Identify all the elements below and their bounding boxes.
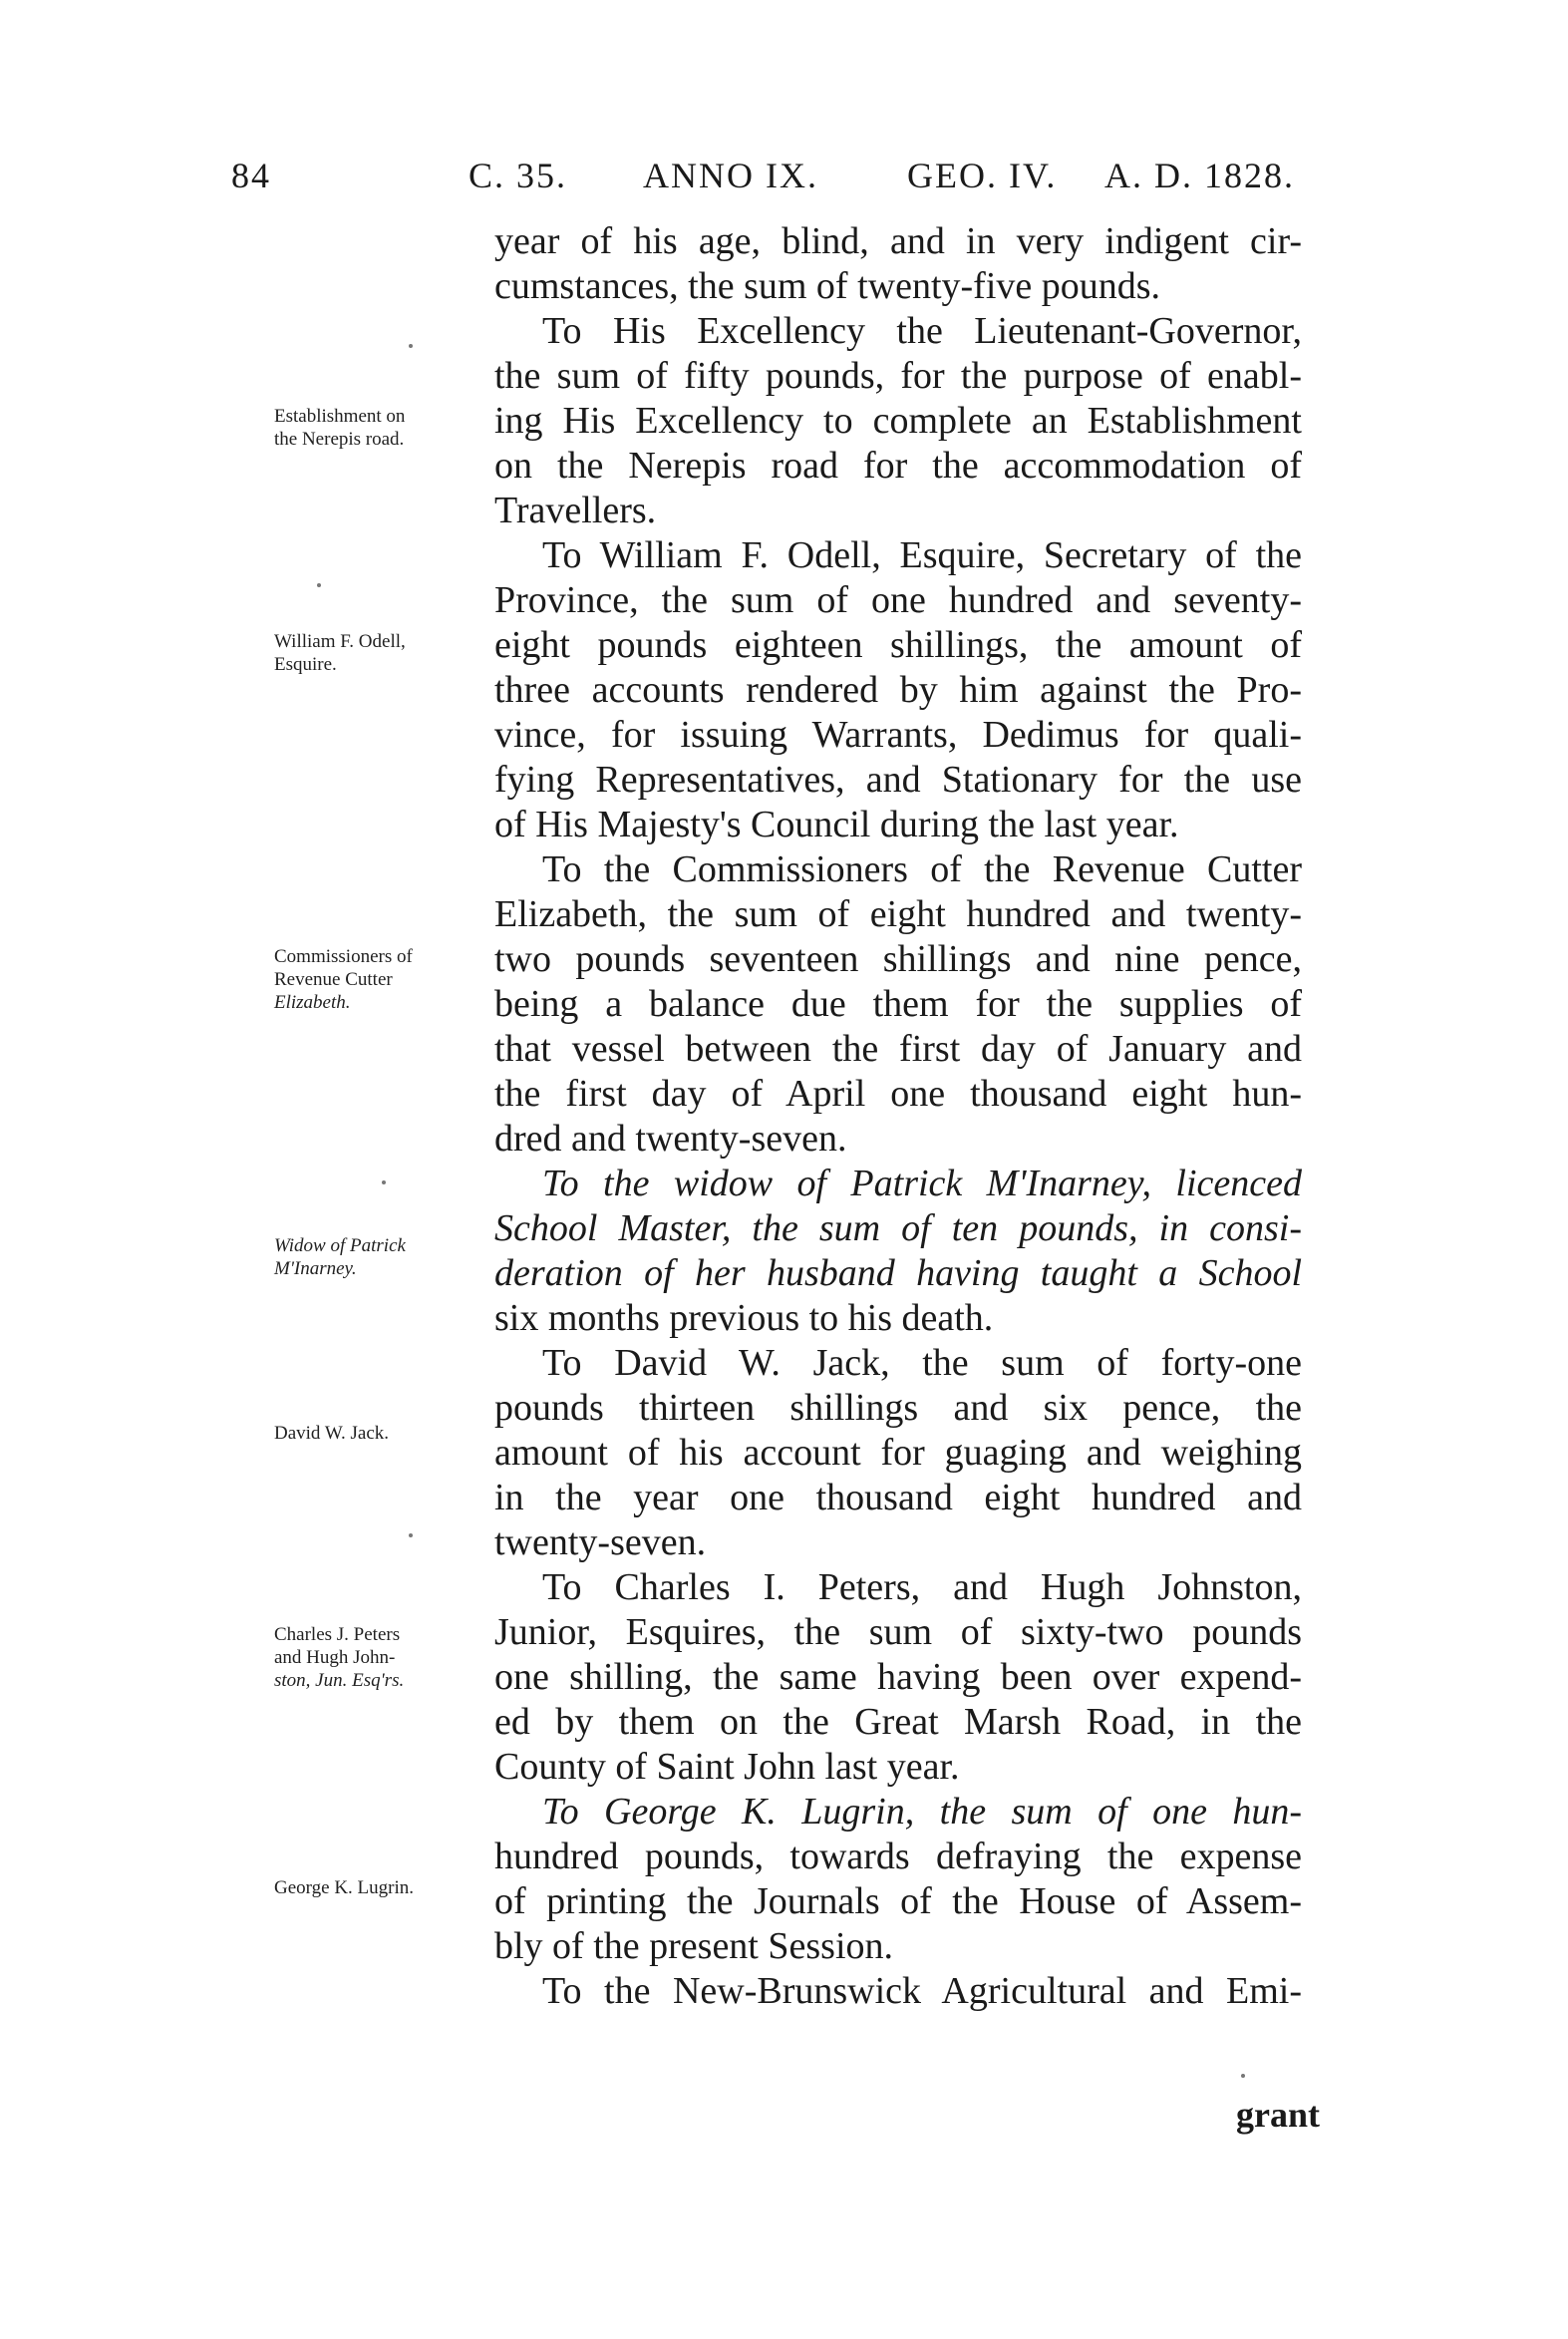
text-line: amount of his account for guaging and weighing [494, 1432, 1302, 1474]
text-line: in the year one thousand eight hundred and [494, 1477, 1302, 1518]
margin-note-peters-johnston [274, 1623, 488, 1692]
margin-note-line: Widow of Patrick [274, 1235, 406, 1256]
running-header [0, 155, 1568, 204]
text-line: ing His Excellency to complete an Establishment [494, 400, 1302, 442]
margin-note-lugrin [274, 1876, 488, 1899]
margin-note-line: M'Inarney. [274, 1258, 357, 1279]
margin-note-revenue-cutter [274, 945, 488, 1014]
text-line: To His Excellency the Lieutenant-Governor, [542, 310, 1302, 352]
text-line: To the widow of Patrick M'Inarney, licenced [542, 1163, 1302, 1204]
text-line: dred and twenty-seven. [494, 1118, 847, 1160]
margin-note-widow [274, 1234, 488, 1280]
text-line: on the Nerepis road for the accommodation of [494, 445, 1302, 487]
text-line: year of his age, blind, and in very indigent cir- [494, 220, 1302, 262]
text-line: twenty-seven. [494, 1521, 707, 1563]
text-line: To the New-Brunswick Agricultural and Emi- [542, 1970, 1302, 2012]
text-line: hundred pounds, towards defraying the expense [494, 1836, 1302, 1877]
margin-note-line: Commissioners of [274, 946, 413, 967]
text-line: of His Majesty's Council during the last year. [494, 804, 1179, 845]
print-speck [317, 583, 321, 587]
text-line: Province, the sum of one hundred and seventy- [494, 579, 1302, 621]
text-line: bly of the present Session. [494, 1925, 894, 1967]
margin-note-line: and Hugh John- [274, 1647, 396, 1668]
text-line: deration of her husband having taught a School [494, 1252, 1302, 1294]
text-line: School Master, the sum of ten pounds, in consi- [494, 1207, 1302, 1249]
margin-note-line: William F. Odell, [274, 631, 406, 652]
margin-note-jack [274, 1422, 488, 1445]
catchword: grant [1236, 2095, 1320, 2135]
margin-note-line: George K. Lugrin. [274, 1877, 415, 1898]
text-line: To the Commissioners of the Revenue Cutter [542, 848, 1302, 890]
text-line: that vessel between the first day of January and [494, 1028, 1302, 1070]
chapter-number: C. 35. [469, 156, 568, 195]
margin-note-line: ston, Jun. Esq'rs. [274, 1670, 405, 1691]
text-line: pounds thirteen shillings and six pence, the [494, 1387, 1302, 1429]
margin-note-line: the Nerepis road. [274, 429, 405, 450]
margin-note-line: Elizabeth. [274, 992, 351, 1013]
text-line: Elizabeth, the sum of eight hundred and twenty- [494, 893, 1302, 935]
regnal-year: ANNO IX. [643, 156, 818, 195]
text-line: three accounts rendered by him against the Pro- [494, 669, 1302, 711]
margin-note-nerepis-road [274, 405, 488, 451]
margin-note-line: Charles J. Peters [274, 1624, 401, 1645]
margin-note-line: Establishment on [274, 406, 406, 427]
text-line: To William F. Odell, Esquire, Secretary of the [542, 534, 1302, 576]
text-line: two pounds seventeen shillings and nine pence, [494, 938, 1302, 980]
text-line: Travellers. [494, 490, 657, 531]
margin-note-line: David W. Jack. [274, 1423, 390, 1444]
text-line: To Charles I. Peters, and Hugh Johnston, [542, 1566, 1302, 1608]
print-speck [382, 1180, 386, 1184]
calendar-year: A. D. 1828. [1104, 156, 1295, 195]
margin-note-odell [274, 630, 488, 676]
text-line: the first day of April one thousand eight hun- [494, 1073, 1302, 1115]
margin-note-line: Revenue Cutter [274, 969, 393, 990]
text-line: one shilling, the same having been over expend- [494, 1656, 1302, 1698]
text-line: County of Saint John last year. [494, 1746, 960, 1788]
text-line: fying Representatives, and Stationary for the use [494, 759, 1302, 801]
text-line: six months previous to his death. [494, 1297, 994, 1339]
print-speck [1241, 2074, 1245, 2078]
monarch: GEO. IV. [907, 156, 1058, 195]
text-line: vince, for issuing Warrants, Dedimus for quali- [494, 714, 1302, 756]
text-line: being a balance due them for the supplies of [494, 983, 1302, 1025]
main-text [494, 219, 1302, 2014]
text-line: To David W. Jack, the sum of forty-one [542, 1342, 1302, 1384]
print-speck [409, 344, 413, 348]
page-number: 84 [231, 156, 271, 195]
text-line: the sum of fifty pounds, for the purpose of enabl- [494, 355, 1302, 397]
print-speck [409, 1533, 413, 1537]
text-line: Junior, Esquires, the sum of sixty-two pounds [494, 1611, 1302, 1653]
text-line: of printing the Journals of the House of Assem- [494, 1880, 1302, 1922]
text-line: ed by them on the Great Marsh Road, in the [494, 1701, 1302, 1743]
text-line: cumstances, the sum of twenty-five pounds. [494, 265, 1161, 307]
text-line: To George K. Lugrin, the sum of one hun- [542, 1791, 1302, 1833]
text-line: eight pounds eighteen shillings, the amount of [494, 624, 1302, 666]
margin-note-line: Esquire. [274, 654, 337, 675]
